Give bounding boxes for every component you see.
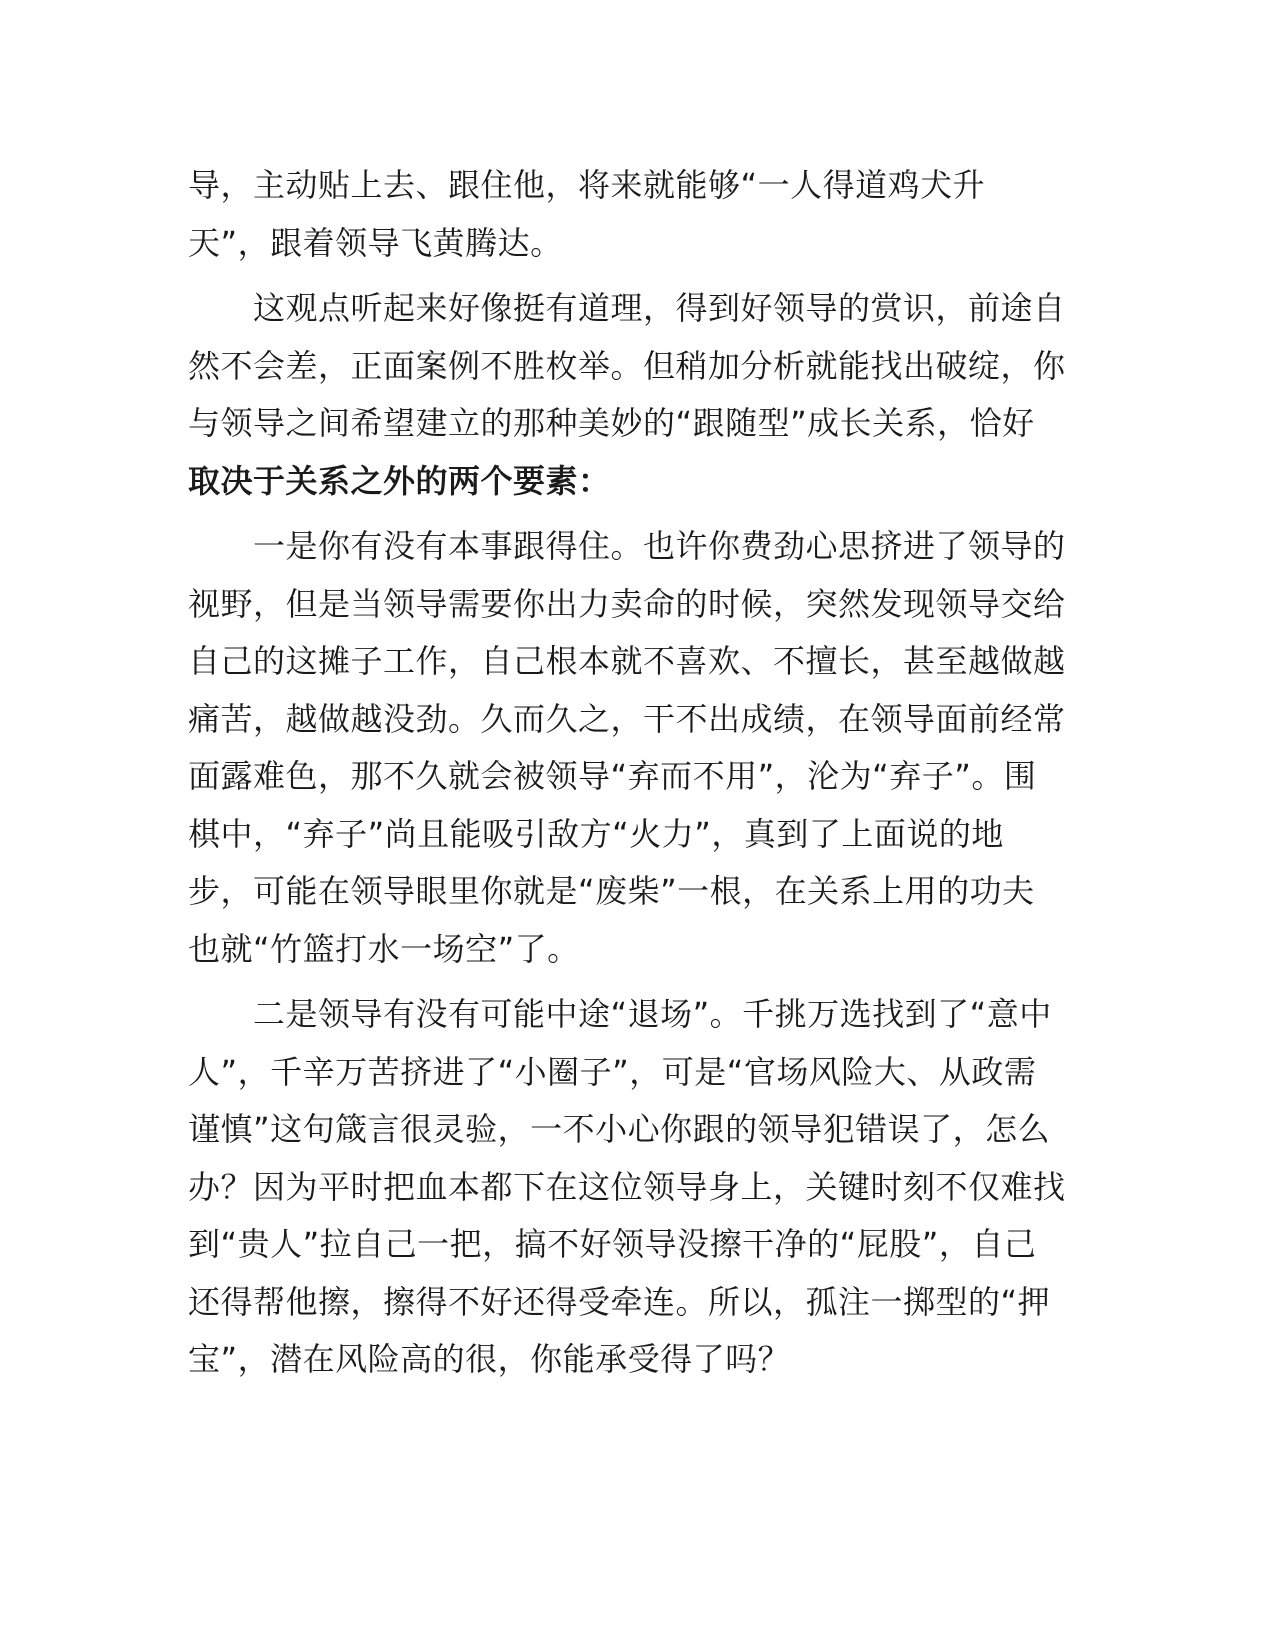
text-line-emphasis: 取决于关系之外的两个要素： (188, 461, 611, 500)
paragraph-point-one (188, 518, 1088, 978)
paragraph-continuation (188, 157, 1088, 272)
text-line: 宝”，潜在风险高的很，你能承受得了吗？ (188, 1340, 791, 1378)
text-line: 痛苦，越做越没劲。久而久之，干不出成绩，在领导面前经常 (188, 699, 1066, 738)
text-line: 然不会差，正面案例不胜枚举。但稍加分析就能找出破绽，你 (188, 346, 1066, 385)
paragraph-viewpoint (188, 280, 1088, 510)
text-line: 面露难色，那不久就会被领导“弃而不用”，沦为“弃子”。围 (188, 757, 1037, 795)
text-line: 二是领导有没有可能中途“退场”。千挑万选找到了“意中 (253, 995, 1052, 1033)
text-line: 也就“竹篮打水一场空”了。 (188, 929, 580, 968)
text-line: 还得帮他擦，擦得不好还得受牵连。所以，孤注一掷型的“押 (188, 1282, 1051, 1321)
text-line: 办？因为平时把血本都下在这位领导身上，关键时刻不仅难找 (188, 1167, 1066, 1206)
text-line: 这观点听起来好像挺有道理，得到好领导的赏识，前途自 (253, 289, 1066, 327)
text-line: 谨慎”这句箴言很灵验，一不小心你跟的领导犯错误了，怎么 (188, 1110, 1051, 1148)
text-line: 人”，千辛万苦挤进了“小圈子”，可是“官场风险大、从政需 (188, 1052, 1037, 1091)
text-line: 与领导之间希望建立的那种美妙的“跟随型”成长关系，恰好 (188, 404, 1035, 442)
document-body (188, 157, 1088, 1397)
text-line: 天”，跟着领导飞黄腾达。 (188, 223, 563, 262)
paragraph-point-two (188, 986, 1088, 1389)
text-line: 一是你有没有本事跟得住。也许你费劲心思挤进了领导的 (253, 527, 1066, 565)
text-line: 棋中，“弃子”尚且能吸引敌方“火力”，真到了上面说的地 (188, 814, 1004, 853)
text-line: 导，主动贴上去、跟住他，将来就能够“一人得道鸡犬升 (188, 166, 986, 204)
text-line: 视野，但是当领导需要你出力卖命的时候，突然发现领导交给 (188, 584, 1066, 623)
text-line: 到“贵人”拉自己一把，搞不好领导没擦干净的“屁股”，自己 (188, 1225, 1037, 1263)
text-line: 步，可能在领导眼里你就是“废柴”一根，在关系上用的功夫 (188, 872, 1035, 910)
text-line: 自己的这摊子工作，自己根本就不喜欢、不擅长，甚至越做越 (188, 642, 1066, 680)
